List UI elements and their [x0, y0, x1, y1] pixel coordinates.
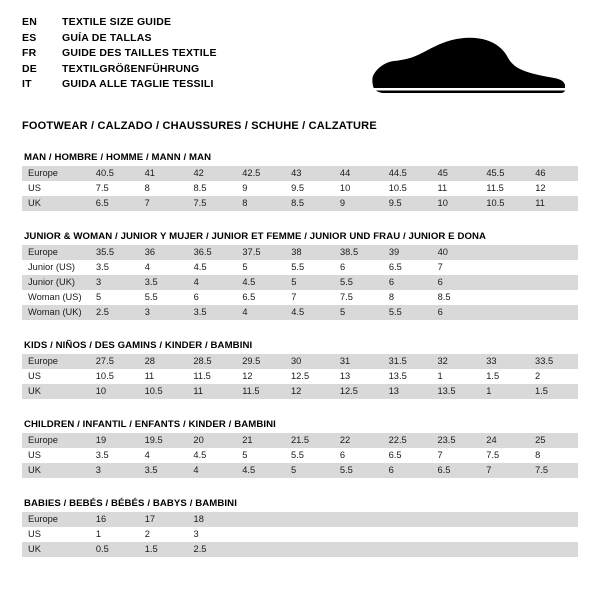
size-table-body — [22, 354, 578, 399]
language-row — [22, 32, 217, 48]
cell: 45.5 — [480, 166, 529, 181]
row-label: US — [28, 450, 41, 460]
cell: 4 — [187, 463, 236, 478]
cell: 5.5 — [144, 292, 158, 302]
table-row — [22, 290, 578, 305]
cell: 0.5 — [90, 542, 139, 557]
cell: 17 — [139, 512, 188, 527]
cell: 5 — [242, 262, 248, 272]
cell — [529, 245, 578, 260]
cell — [529, 542, 578, 557]
cell: 24 — [480, 433, 529, 448]
cell: 30 — [285, 354, 334, 369]
cell: 46 — [529, 166, 578, 181]
cell: 19 — [90, 433, 139, 448]
row-label: UK — [22, 542, 90, 557]
language-title: TEXTILGRÖßENFÜHRUNG — [62, 62, 200, 75]
cell: 9.5 — [291, 183, 305, 193]
cell: 10 — [90, 384, 139, 399]
cell — [432, 512, 481, 527]
cell — [529, 260, 578, 275]
row-label: Europe — [22, 166, 90, 181]
cell: 42 — [187, 166, 236, 181]
row-label: UK — [22, 463, 90, 478]
table-row — [22, 527, 578, 542]
cell: 8.5 — [285, 196, 334, 211]
cell: 6 — [432, 275, 481, 290]
cell: 4 — [188, 275, 237, 290]
cell: 5 — [242, 450, 248, 460]
size-table-man — [22, 166, 578, 211]
cell: 3.5 — [95, 450, 109, 460]
cell — [432, 542, 481, 557]
cell: 2.5 — [90, 305, 139, 320]
cell: 3 — [139, 305, 188, 320]
cell: 11.5 — [193, 371, 211, 381]
language-code: ES — [22, 31, 37, 44]
cell: 4 — [144, 450, 150, 460]
table-row — [22, 384, 578, 399]
cell: 36 — [139, 245, 188, 260]
row-label: Woman (UK) — [22, 305, 90, 320]
cell — [334, 542, 383, 557]
cell: 2 — [144, 529, 150, 539]
cell: 42.5 — [236, 166, 285, 181]
cell: 6 — [340, 262, 346, 272]
cell: 10.5 — [95, 371, 114, 381]
size-table-children — [22, 433, 578, 478]
cell: 1 — [95, 529, 102, 539]
cell: 18 — [188, 512, 237, 527]
size-table-body — [22, 245, 578, 320]
cell: 5 — [285, 463, 334, 478]
cell: 11 — [529, 196, 578, 211]
cell: 11.5 — [236, 384, 285, 399]
cell: 8 — [535, 450, 541, 460]
row-label: Europe — [22, 433, 90, 448]
cell: 1 — [480, 384, 529, 399]
cell — [529, 305, 578, 320]
cell: 8.5 — [193, 183, 207, 193]
cell: 8 — [388, 292, 395, 302]
cell: 9.5 — [383, 196, 432, 211]
table-row — [22, 354, 578, 369]
dress-shoe-icon — [368, 30, 568, 102]
row-label: Europe — [22, 245, 90, 260]
cell: 44 — [334, 166, 383, 181]
cell: 40 — [432, 245, 481, 260]
size-table-body — [22, 166, 578, 211]
cell — [334, 527, 383, 542]
cell: 5.5 — [334, 463, 383, 478]
table-row — [22, 275, 578, 290]
cell: 8 — [236, 196, 285, 211]
language-code: EN — [22, 16, 37, 28]
cell: 10 — [339, 183, 351, 193]
cell: 12 — [285, 384, 334, 399]
cell — [529, 290, 578, 305]
cell — [285, 512, 334, 527]
cell: 3.5 — [139, 463, 188, 478]
row-label: Woman (US) — [28, 292, 82, 302]
cell: 5 — [285, 275, 334, 290]
cell: 6 — [193, 292, 199, 302]
cell: 10.5 — [139, 384, 188, 399]
cell: 37.5 — [236, 245, 285, 260]
cell: 13 — [339, 371, 351, 381]
group-children — [22, 419, 578, 478]
cell: 10 — [432, 196, 481, 211]
language-row — [22, 16, 217, 32]
language-title: GUÍA DE TALLAS — [62, 31, 152, 44]
cell: 6.5 — [90, 196, 139, 211]
cell: 7.5 — [340, 292, 353, 302]
row-label: US — [28, 529, 41, 539]
cell: 12 — [535, 183, 546, 193]
cell — [285, 542, 334, 557]
cell: 27.5 — [90, 354, 139, 369]
cell — [480, 275, 529, 290]
table-row — [22, 512, 578, 527]
cell: 32 — [431, 354, 480, 369]
table-row — [22, 196, 578, 211]
table-row — [22, 448, 578, 463]
language-title: GUIDE DES TAILLES TEXTILE — [62, 47, 217, 59]
cell: 21.5 — [285, 433, 334, 448]
table-row — [22, 433, 578, 448]
cell: 5 — [334, 305, 383, 320]
row-label: Europe — [22, 512, 90, 527]
cell: 12.5 — [291, 371, 310, 381]
row-label: Europe — [22, 354, 90, 369]
language-code: FR — [22, 47, 37, 59]
language-code: IT — [22, 78, 32, 90]
cell: 9 — [242, 183, 248, 193]
cell: 38 — [285, 245, 334, 260]
cell: 28.5 — [187, 354, 236, 369]
cell: 39 — [383, 245, 432, 260]
cell: 19.5 — [139, 433, 188, 448]
table-row — [22, 260, 578, 275]
cell — [383, 542, 432, 557]
cell: 6.5 — [242, 292, 256, 302]
cell: 5 — [95, 292, 102, 302]
cell: 41 — [139, 166, 188, 181]
cell: 9 — [334, 196, 383, 211]
group-title: BABIES / BEBÉS / BÉBÉS / BABYS / BAMBINI — [24, 498, 237, 509]
page-title: FOOTWEAR / CALZADO / CHAUSSURES / SCHUHE / CALZATURE — [22, 120, 377, 132]
cell: 6 — [432, 305, 481, 320]
cell: 2 — [535, 371, 541, 381]
cell: 7 — [437, 450, 443, 460]
language-title: TEXTILE SIZE GUIDE — [62, 16, 172, 28]
cell: 5.5 — [383, 305, 432, 320]
cell: 21 — [236, 433, 285, 448]
cell: 4.5 — [236, 463, 285, 478]
group-babies — [22, 498, 578, 557]
size-table-kids — [22, 354, 578, 399]
cell: 6.5 — [388, 450, 402, 460]
cell — [529, 527, 578, 542]
cell: 6 — [383, 463, 432, 478]
cell: 4.5 — [285, 305, 334, 320]
cell: 11 — [437, 183, 448, 193]
row-label: Junior (UK) — [22, 275, 90, 290]
language-row — [22, 78, 217, 94]
table-row — [22, 181, 578, 196]
group-title: MAN / HOMBRE / HOMME / MANN / MAN — [24, 152, 212, 163]
cell: 25 — [529, 433, 578, 448]
size-table-babies — [22, 512, 578, 557]
cell — [480, 260, 529, 275]
cell: 3 — [90, 275, 139, 290]
language-title-list-body — [22, 16, 217, 94]
cell: 11 — [144, 371, 155, 381]
cell: 4 — [236, 305, 285, 320]
cell: 5.5 — [334, 275, 383, 290]
cell: 10.5 — [388, 183, 407, 193]
cell: 13.5 — [431, 384, 480, 399]
cell: 29.5 — [236, 354, 285, 369]
table-row — [22, 166, 578, 181]
cell: 5.5 — [291, 450, 304, 460]
cell: 8.5 — [437, 292, 451, 302]
cell: 11 — [187, 384, 236, 399]
group-man — [22, 152, 578, 211]
cell: 7 — [480, 463, 529, 478]
language-code: DE — [22, 62, 37, 75]
cell: 6 — [339, 450, 345, 460]
group-title: JUNIOR & WOMAN / JUNIOR Y MUJER / JUNIOR ET FEMME / JUNIOR UND FRAU / JUNIOR E DONA — [24, 231, 487, 242]
language-row — [22, 63, 217, 79]
cell — [383, 527, 432, 542]
row-label: UK — [22, 196, 90, 211]
cell: 12.5 — [334, 384, 383, 399]
cell: 1.5 — [529, 384, 578, 399]
group-title: CHILDREN / INFANTIL / ENFANTS / KINDER / BAMBINI — [24, 419, 276, 430]
cell — [529, 275, 578, 290]
document-header — [22, 16, 578, 106]
cell: 1 — [437, 371, 443, 381]
cell: 44.5 — [383, 166, 432, 181]
size-table-body — [22, 512, 578, 557]
cell — [432, 527, 481, 542]
cell: 33.5 — [529, 354, 578, 369]
cell: 4 — [144, 262, 150, 272]
cell: 6 — [383, 275, 432, 290]
table-row — [22, 245, 578, 260]
cell: 3.5 — [139, 275, 188, 290]
language-title-list — [22, 16, 217, 94]
group-title: KIDS / NIÑOS / DES GAMINS / KINDER / BAMBINI — [24, 340, 253, 351]
cell: 40.5 — [90, 166, 139, 181]
cell — [236, 527, 285, 542]
cell: 22.5 — [383, 433, 432, 448]
cell: 8 — [144, 183, 150, 193]
cell — [285, 527, 334, 542]
cell: 28 — [139, 354, 188, 369]
cell — [480, 290, 529, 305]
row-label: US — [28, 371, 41, 381]
cell: 4.5 — [193, 262, 207, 272]
cell: 6.5 — [388, 262, 402, 272]
table-row — [22, 305, 578, 320]
cell: 36.5 — [188, 245, 237, 260]
table-row — [22, 369, 578, 384]
row-label: Junior (US) — [28, 262, 76, 272]
cell: 43 — [285, 166, 334, 181]
cell: 12 — [242, 371, 253, 381]
cell: 23.5 — [431, 433, 480, 448]
cell: 7.5 — [95, 183, 109, 193]
cell: 31.5 — [383, 354, 432, 369]
language-title: GUIDA ALLE TAGLIE TESSILI — [62, 78, 214, 90]
cell: 4.5 — [236, 275, 285, 290]
cell: 7 — [139, 196, 188, 211]
cell: 7.5 — [486, 450, 500, 460]
cell — [480, 245, 529, 260]
cell — [383, 512, 432, 527]
cell: 3.5 — [95, 262, 109, 272]
cell: 3 — [90, 463, 139, 478]
cell: 5.5 — [291, 262, 305, 272]
cell: 1.5 — [139, 542, 188, 557]
cell: 7.5 — [529, 463, 578, 478]
size-table-body — [22, 433, 578, 478]
cell: 45 — [432, 166, 481, 181]
cell: 38.5 — [334, 245, 383, 260]
cell — [529, 512, 578, 527]
cell: 10.5 — [480, 196, 529, 211]
cell: 4.5 — [193, 450, 207, 460]
cell: 13 — [383, 384, 432, 399]
cell: 33 — [480, 354, 529, 369]
cell: 13.5 — [388, 371, 407, 381]
row-label: US — [28, 183, 41, 193]
row-label: UK — [22, 384, 90, 399]
cell: 3.5 — [188, 305, 237, 320]
group-junior-woman — [22, 231, 578, 320]
cell: 1.5 — [486, 371, 500, 381]
cell — [480, 512, 529, 527]
cell: 7 — [291, 292, 297, 302]
cell: 35.5 — [90, 245, 139, 260]
cell — [334, 512, 383, 527]
size-table-junior-woman — [22, 245, 578, 320]
cell: 7 — [437, 262, 443, 272]
cell: 2.5 — [188, 542, 237, 557]
cell — [480, 542, 529, 557]
cell — [236, 542, 285, 557]
cell — [236, 512, 285, 527]
language-row — [22, 47, 217, 63]
cell: 6.5 — [431, 463, 480, 478]
cell: 22 — [334, 433, 383, 448]
cell — [480, 527, 529, 542]
cell: 16 — [90, 512, 139, 527]
cell: 31 — [334, 354, 383, 369]
cell: 20 — [187, 433, 236, 448]
cell — [480, 305, 529, 320]
cell: 3 — [193, 529, 199, 539]
table-row — [22, 463, 578, 478]
cell: 11.5 — [486, 183, 504, 193]
table-row — [22, 542, 578, 557]
cell: 7.5 — [187, 196, 236, 211]
group-kids — [22, 340, 578, 399]
